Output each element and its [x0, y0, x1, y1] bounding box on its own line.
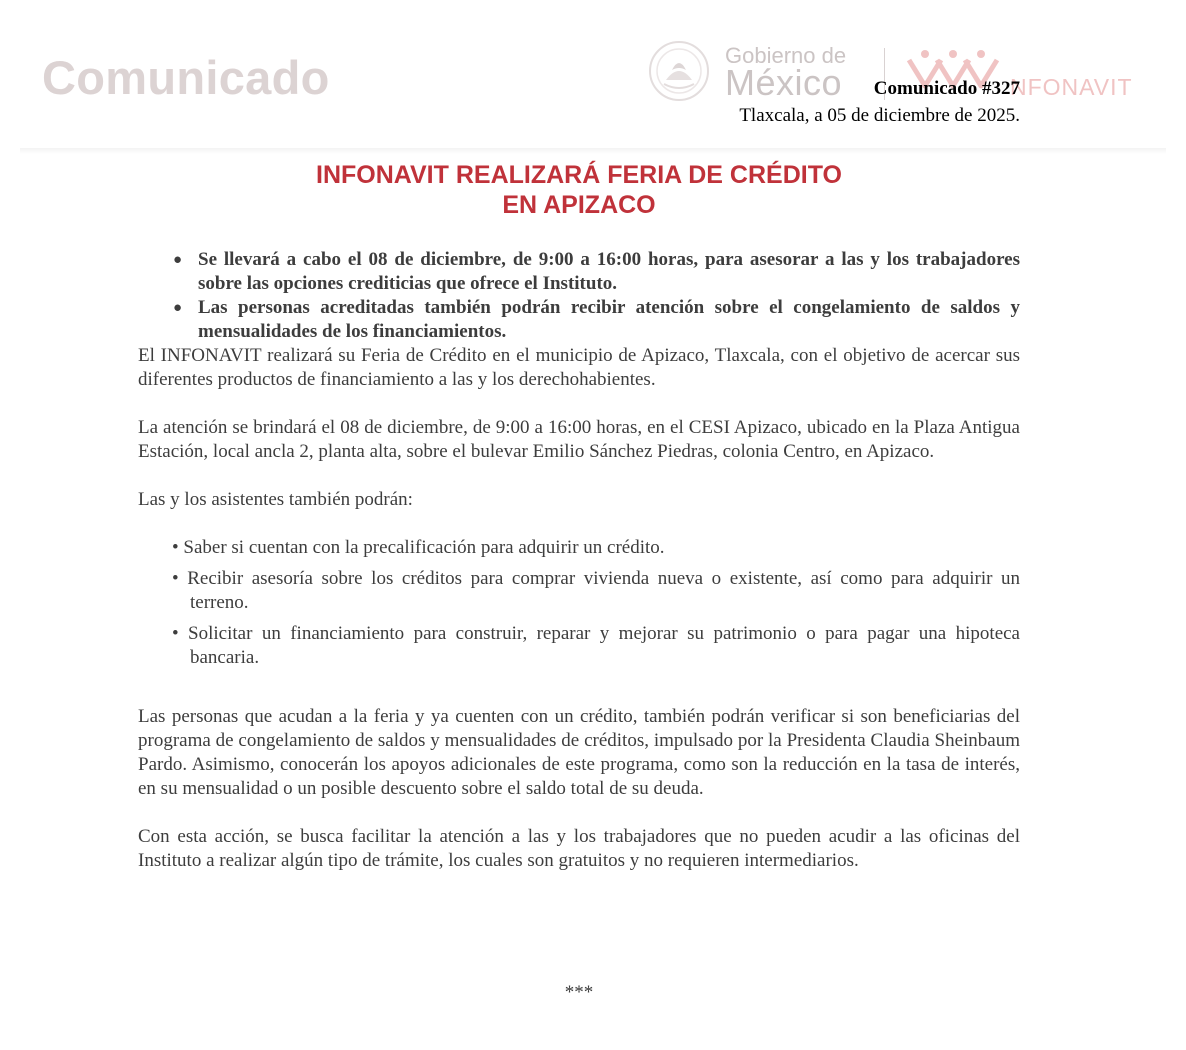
options-list	[138, 536, 1020, 670]
gobierno-logo-line2: México	[725, 62, 843, 103]
paragraph: La atención se brindará el 08 de diciembre, de 9:00 a 16:00 horas, en el CESI Apizaco, ubicado en la Plaza Antigua Estación, local ancla 2, planta alta, sobre el bulevar Emilio Sánchez Piedras, colonia Centro, en Apizaco.	[138, 417, 1020, 462]
title-line-1: INFONAVIT REALIZARÁ FERIA DE CRÉDITO	[316, 161, 842, 189]
title-line-2: EN APIZACO	[502, 191, 656, 219]
header-divider	[20, 148, 1166, 154]
mexico-seal-icon	[648, 40, 710, 102]
paragraph: Las y los asistentes también podrán:	[138, 489, 413, 510]
document-body	[138, 248, 1020, 873]
list-item: • Solicitar un financiamiento para construir, reparar y mejorar su patrimonio o para pagar una hipoteca bancaria.	[172, 623, 1020, 668]
highlights-list	[138, 248, 1020, 344]
highlight-item: ● Las personas acreditadas también podrán recibir atención sobre el congelamiento de saldos y mensualidades de los financiamientos.	[138, 296, 1020, 344]
list-item: • Saber si cuentan con la precalificación para adquirir un crédito.	[172, 537, 665, 558]
infonavit-logo-wordmark: NFONAVIT	[1010, 74, 1133, 100]
paragraph: Las personas que acudan a la feria y ya cuenten con un crédito, también podrán verificar si son beneficiarias del programa de congelamiento de saldos y mensualidades de créditos, impulsado por la Presidenta Claudia Sheinbaum Pardo. Asimismo, conocerán los apoyos adicionales de este programa, como son la reducción en la tasa de interés, en su mensualidad o un posible descuento sobre el saldo total de su deuda.	[138, 706, 1020, 799]
place-date: Tlaxcala, a 05 de diciembre de 2025.	[739, 105, 1020, 126]
communique-number: Comunicado #327	[873, 78, 1020, 99]
paragraph: El INFONAVIT realizará su Feria de Crédito en el municipio de Apizaco, Tlaxcala, con el objetivo de acercar sus diferentes productos de financiamiento a las y los derechohabientes.	[138, 345, 1020, 390]
list-item: • Recibir asesoría sobre los créditos para comprar vivienda nueva o existente, así como para adquirir un terreno.	[172, 568, 1020, 613]
gobierno-logo-line1: Gobierno de	[725, 43, 847, 68]
highlight-item: ● Se llevará a cabo el 08 de diciembre, de 9:00 a 16:00 horas, para asesorar a las y los trabajadores sobre las opciones crediticias que ofrece el Instituto.	[138, 248, 1020, 296]
paragraph: Con esta acción, se busca facilitar la atención a las y los trabajadores que no pueden acudir a las oficinas del Instituto a realizar algún tipo de trámite, los cuales son gratuitos y no requieren intermediarios.	[138, 826, 1020, 871]
header-section-word: Comunicado	[42, 51, 330, 104]
document-title	[138, 160, 1020, 220]
end-mark: ***	[564, 982, 594, 1003]
